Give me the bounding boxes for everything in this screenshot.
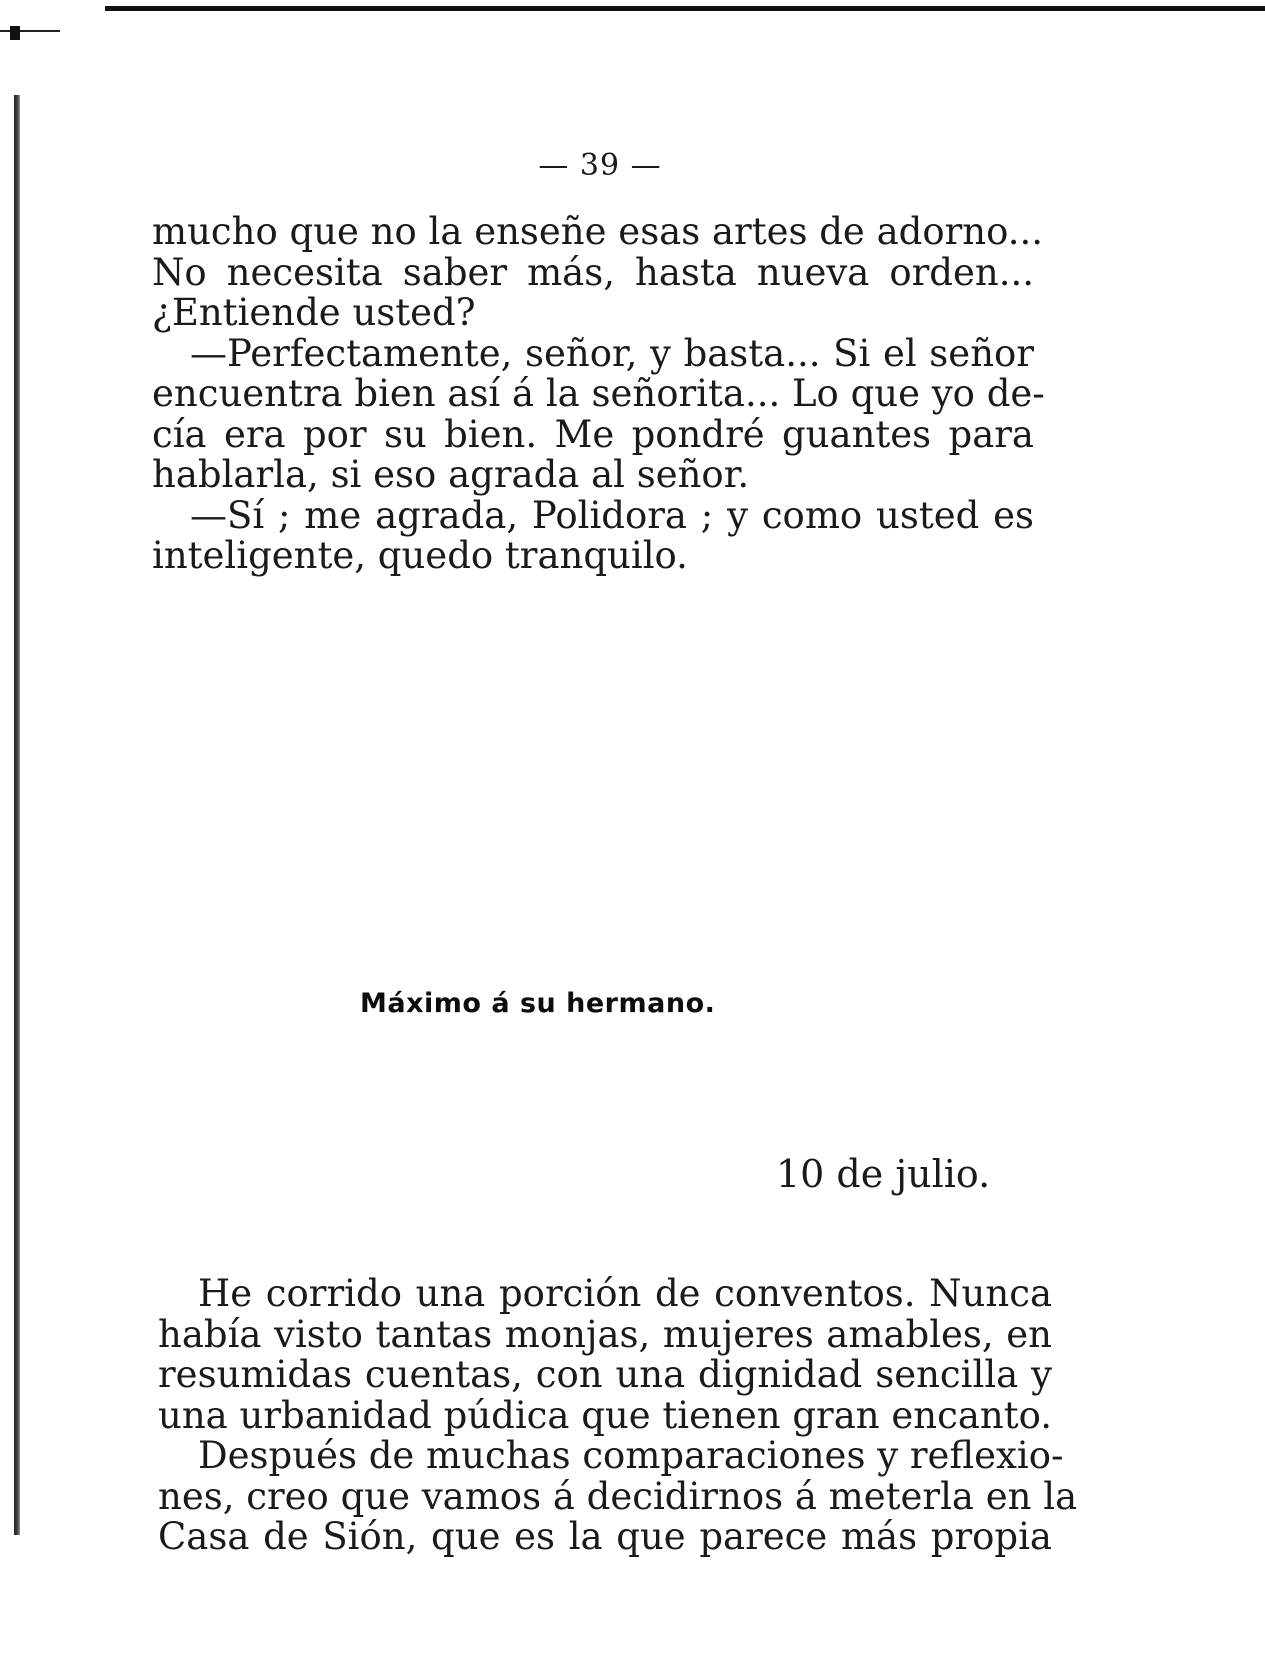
text-line: ¿Entiende usted? (152, 291, 476, 334)
passage-2 (158, 1272, 1078, 1558)
text-line: —Perfectamente, señor, y basta... Si el señor (190, 331, 1034, 375)
text-line: nes, creo que vamos á decidirnos á meterla en la (158, 1474, 1078, 1518)
text-line: No necesita saber más, hasta nueva orden... (152, 250, 1034, 294)
text-line: una urbanidad púdica que tienen gran encanto. (158, 1393, 1052, 1437)
scan-top-rule (105, 6, 1265, 11)
passage-1 (152, 210, 1045, 577)
text-line: —Sí ; me agrada, Polidora ; y como usted es (190, 493, 1034, 537)
text-line: encuentra bien así á la señorita... Lo que yo de- (152, 372, 1045, 415)
scan-binding-mark (10, 26, 20, 40)
scan-corner-mark (0, 30, 60, 32)
letter-date: 10 de julio. (776, 1152, 991, 1196)
section-heading: Máximo á su hermano. (360, 988, 716, 1019)
text-line: He corrido una porción de conventos. Nunca (198, 1272, 1052, 1315)
text-line: hablarla, si eso agrada al señor. (152, 453, 750, 496)
scan-binding-edge (14, 95, 20, 1535)
text-line: mucho que no la enseñe esas artes de adorno... (152, 210, 1044, 253)
page-number: — 39 — (538, 148, 662, 183)
text-line: Casa de Sión, que es la que parece más propia (158, 1515, 1052, 1558)
text-line: inteligente, quedo tranquilo. (152, 534, 688, 577)
text-line: cía era por su bien. Me pondré guantes para (152, 412, 1034, 456)
text-line: Después de muchas comparaciones y reflexio- (198, 1434, 1064, 1477)
text-line: resumidas cuentas, con una dignidad sencilla y (158, 1353, 1052, 1396)
text-line: había visto tantas monjas, mujeres amables, en (158, 1312, 1052, 1356)
